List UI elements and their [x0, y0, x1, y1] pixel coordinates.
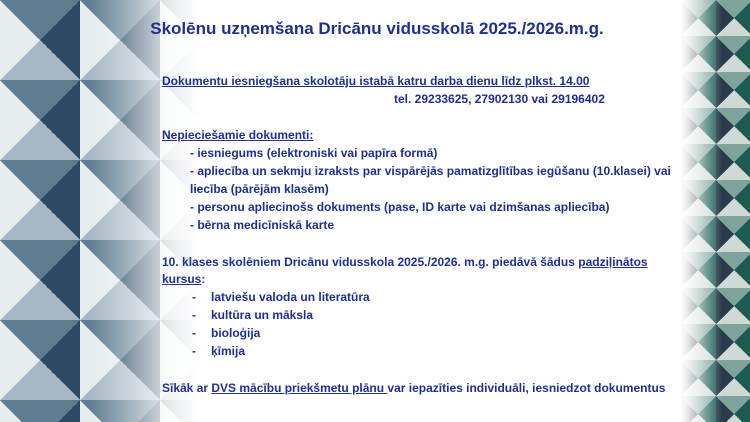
document-item: - apliecība un sekmju izraksts par vispārējās pamatizglītības iegūšanu (10.klasei) vai	[190, 164, 671, 178]
submission-info: Dokumentu iesniegšana skolotāju istabā katru darba dienu līdz plkst. 14.00	[162, 74, 590, 88]
dvs-plan-link[interactable]: DVS mācību priekšmetu plānu	[211, 381, 388, 395]
course-dash: -	[192, 290, 196, 304]
courses-intro-text: 10. klases skolēniem Dricānu vidusskola 2025./2026. m.g. piedāvā šādus	[162, 255, 579, 269]
course-item: bioloģija	[211, 326, 261, 340]
footer-note	[162, 380, 665, 397]
document-item: - bērna medicīniskā karte	[190, 218, 335, 232]
phone-numbers: tel. 29233625, 27902130 vai 29196402	[394, 92, 605, 106]
footer-text-end: var iepazīties individuāli, iesniedzot dokumentus	[387, 381, 666, 395]
documents-heading: Nepieciešamie dokumenti:	[162, 128, 314, 142]
course-dash: -	[192, 344, 196, 358]
course-item: latviešu valoda un literatūra	[211, 290, 370, 304]
courses-colon: :	[201, 272, 206, 286]
course-dash: -	[192, 326, 196, 340]
document-item: - personu apliecinošs dokuments (pase, ID karte vai dzimšanas apliecība)	[190, 200, 610, 214]
course-dash: -	[192, 308, 196, 322]
courses-intro	[162, 254, 648, 271]
advanced-courses-link[interactable]: padziļinātos	[578, 255, 648, 269]
course-item: kultūra un māksla	[211, 308, 314, 322]
document-item: liecība (pārējām klasēm)	[190, 182, 329, 196]
document-item: - iesniegums (elektroniski vai papīra formā)	[190, 146, 438, 160]
footer-text-start: Sīkāk ar	[162, 381, 212, 395]
courses-intro-continued	[162, 271, 205, 288]
courses-word: kursus	[162, 272, 202, 286]
page-title: Skolēnu uzņemšana Dricānu vidusskolā 2025./2026.m.g.	[150, 19, 604, 38]
course-item: ķīmija	[211, 344, 246, 358]
